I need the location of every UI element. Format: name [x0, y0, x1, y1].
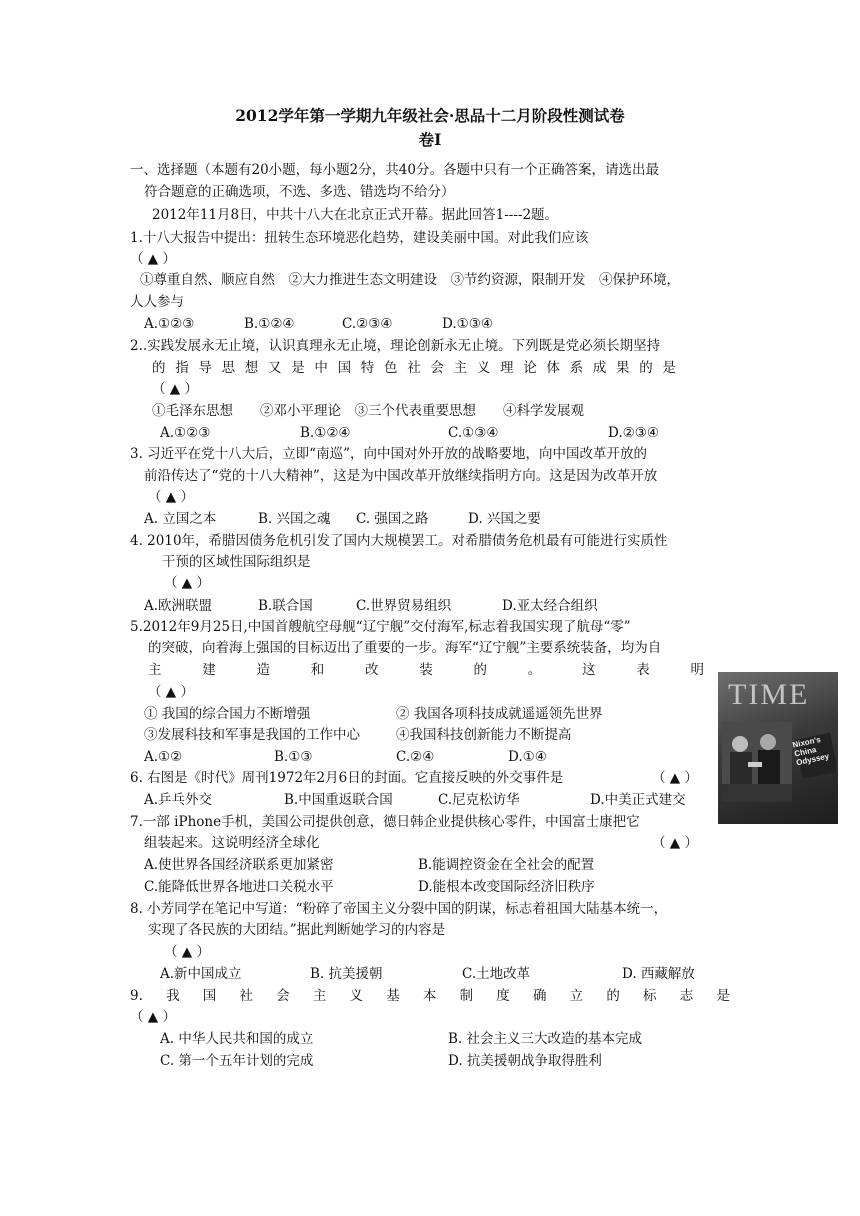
statement-list: ①尊重自然、顺应自然 ②大力推进生态文明建设 ③节约资源，限制开发 ④保护环境， [140, 272, 680, 288]
option-a: A.①② [144, 749, 183, 765]
option-b: B.①②④ [300, 425, 351, 441]
option-a: A. 中华人民共和国的成立 [160, 1031, 314, 1047]
question-text: 8. 小芳同学在笔记中写道：“粉碎了帝国主义分裂中国的阴谋，标志着祖国大陆基本统一， [130, 901, 668, 917]
option-d: D. 西藏解放 [622, 966, 695, 982]
question-text-cont: 的突破，向着海上强国的目标迈出了重要的一步。海军“辽宁舰”主要系统装备，均为自 [148, 640, 662, 656]
context-text: 2012年11月8日，中共十八大在北京正式开幕。据此回答1----2题。 [152, 207, 559, 223]
exam-title: 2012学年第一学期九年级社会·思品十二月阶段性测试卷 [235, 106, 625, 125]
statement-1: ① 我国的综合国力不断增强 [144, 706, 311, 722]
option-c: C.土地改革 [462, 966, 531, 982]
statement-2: ② 我国各项科技成就遥遥领先世界 [396, 706, 603, 722]
answer-blank: （ ▲ ） [130, 1009, 176, 1025]
spread-char: 度 [496, 988, 510, 1004]
spread-char: 主 [148, 662, 162, 678]
option-a: A. 立国之本 [144, 511, 217, 527]
question-text-cont: 干预的区域性国际组织是 [162, 554, 311, 570]
answer-blank: （ ▲ ） [164, 575, 210, 591]
spread-char: 。 [527, 662, 542, 678]
question-text-cont: 组装起来。这说明经济全球化 [144, 835, 320, 851]
section-intro-cont: 符合题意的正确选项，不选、多选、错选均不给分） [144, 184, 455, 200]
exam-subtitle: 卷Ⅰ [418, 130, 442, 149]
spread-char: 改 [365, 662, 379, 678]
option-b: B.①③ [274, 749, 313, 765]
option-c: C. 第一个五年计划的完成 [160, 1053, 314, 1069]
option-c: C.尼克松访华 [438, 792, 520, 808]
time-magazine-cover-image [718, 672, 838, 824]
option-d: D. 抗美援朝战争取得胜利 [448, 1053, 602, 1069]
question-text-cont: 的指导思想又是中国特色社会主义理论体系成果的是 [152, 360, 686, 376]
option-c: C.世界贸易组织 [356, 598, 452, 614]
answer-blank: （ ▲ ） [152, 381, 198, 397]
option-a: A.①②③ [144, 316, 195, 332]
option-b: B. 兴国之魂 [258, 511, 331, 527]
cover-logo: TIME [728, 678, 810, 711]
option-c: C. 强国之路 [356, 511, 429, 527]
answer-blank: （ ▲ ） [148, 489, 194, 505]
option-a: A.新中国成立 [160, 966, 242, 982]
option-d: D.①④ [508, 749, 547, 765]
option-b: B.联合国 [258, 598, 313, 614]
spread-char: 和 [310, 662, 325, 678]
spread-char: 国 [202, 988, 217, 1004]
spread-char: 是 [716, 988, 730, 1004]
answer-blank: （ ▲ ） [652, 770, 698, 786]
answer-blank: （ ▲ ） [652, 835, 698, 851]
option-b: B. 社会主义三大改造的基本完成 [448, 1031, 643, 1047]
spread-char: 志 [679, 988, 694, 1004]
spread-char: 主 [312, 988, 327, 1004]
answer-blank: （ ▲ ） [148, 684, 194, 700]
option-d: D.中美正式建交 [590, 792, 686, 808]
spread-char: 义 [349, 988, 364, 1004]
option-d: D.②③④ [608, 425, 659, 441]
question-text: 6. 右图是《时代》周刊1972年2月6日的封面。它直接反映的外交事件是 [130, 770, 564, 786]
option-d: D.能根本改变国际经济旧秩序 [418, 879, 595, 895]
spread-char: 本 [422, 988, 437, 1004]
spread-char: 我 [166, 988, 180, 1004]
spread-char: 这 [582, 662, 596, 678]
option-b: B.中国重返联合国 [284, 792, 393, 808]
spread-char: 确 [532, 988, 547, 1004]
question-text: 5.2012年9月25日,中国首艘航空母舰“辽宁舰”交付海军,标志着我国实现了航母“零” [130, 619, 631, 635]
question-text: 3. 习近平在党十八大后，立即“南巡”，向中国对外开放的战略要地，向中国改革开放的 [130, 446, 647, 462]
question-text: 1.十八大报告中提出：扭转生态环境恶化趋势，建设美丽中国。对此我们应该 [130, 230, 589, 246]
question-text-cont: 前沿传达了“党的十八大精神”，这是为中国改革开放继续指明方向。这是因为改革开放 [144, 468, 658, 484]
option-c: C.能降低世界各地进口关税水平 [144, 879, 334, 895]
spread-char: 的 [473, 662, 487, 678]
question-text: 2..实践发展永无止境，认识真理永无止境，理论创新永无止境。下列既是党必须长期坚持 [130, 338, 661, 354]
cover-figures-illustration [722, 722, 792, 802]
spread-char: 基 [386, 988, 400, 1004]
option-a: A.使世界各国经济联系更加紧密 [144, 857, 334, 873]
option-d: D.①③④ [442, 316, 493, 332]
answer-blank: （ ▲ ） [164, 944, 210, 960]
question-text: 4. 2010年，希腊因债务危机引发了国内大规模罢工。对希腊债务危机最有可能进行实质性 [130, 533, 668, 549]
option-c: C.①③④ [448, 425, 499, 441]
spread-char: 造 [256, 662, 270, 678]
spread-char: 社 [239, 988, 253, 1004]
option-d: D.亚太经合组织 [502, 598, 598, 614]
option-a: A.①②③ [160, 425, 211, 441]
spread-char: 装 [419, 662, 433, 678]
spread-char: 立 [569, 988, 584, 1004]
option-c: C.②③④ [342, 316, 393, 332]
option-b: B. 抗美援朝 [310, 966, 383, 982]
question-text: 7.一部 iPhone手机，美国公司提供创意，德日韩企业提供核心零件，中国富士康把它 [130, 814, 640, 830]
statement-4: ④我国科技创新能力不断提高 [396, 727, 572, 743]
spread-char: 建 [202, 662, 216, 678]
option-b: B.①②④ [244, 316, 295, 332]
question-text-spread [130, 986, 730, 1006]
spread-char: 表 [636, 662, 650, 678]
answer-blank: （ ▲ ） [130, 251, 176, 267]
option-a: A.乒乓外交 [144, 792, 213, 808]
spread-char: 标 [643, 988, 657, 1004]
spread-char: 制 [459, 988, 474, 1004]
spread-char: 会 [276, 988, 290, 1004]
statement-3: ③发展科技和军事是我国的工作中心 [144, 727, 360, 743]
question-text-cont: 实现了各民族的大团结。”据此判断她学习的内容是 [148, 922, 446, 938]
statement-list-cont: 人人参与 [130, 294, 184, 310]
option-d: D. 兴国之要 [468, 511, 541, 527]
spread-char: 明 [690, 662, 704, 678]
cover-headline: Nixon's China Odyssey [791, 734, 830, 768]
question-text-spread [148, 660, 704, 680]
option-b: B.能调控资金在全社会的配置 [418, 857, 595, 873]
spread-char: 的 [606, 988, 620, 1004]
statement-list: ①毛泽东思想 ②邓小平理论 ③三个代表重要思想 ④科学发展观 [152, 403, 584, 419]
option-c: C.②④ [396, 749, 435, 765]
spread-char: 9. [130, 988, 143, 1004]
option-a: A.欧洲联盟 [144, 598, 213, 614]
section-intro: 一、选择题（本题有20小题，每小题2分，共40分。各题中只有一个正确答案，请选出最 [130, 162, 659, 178]
